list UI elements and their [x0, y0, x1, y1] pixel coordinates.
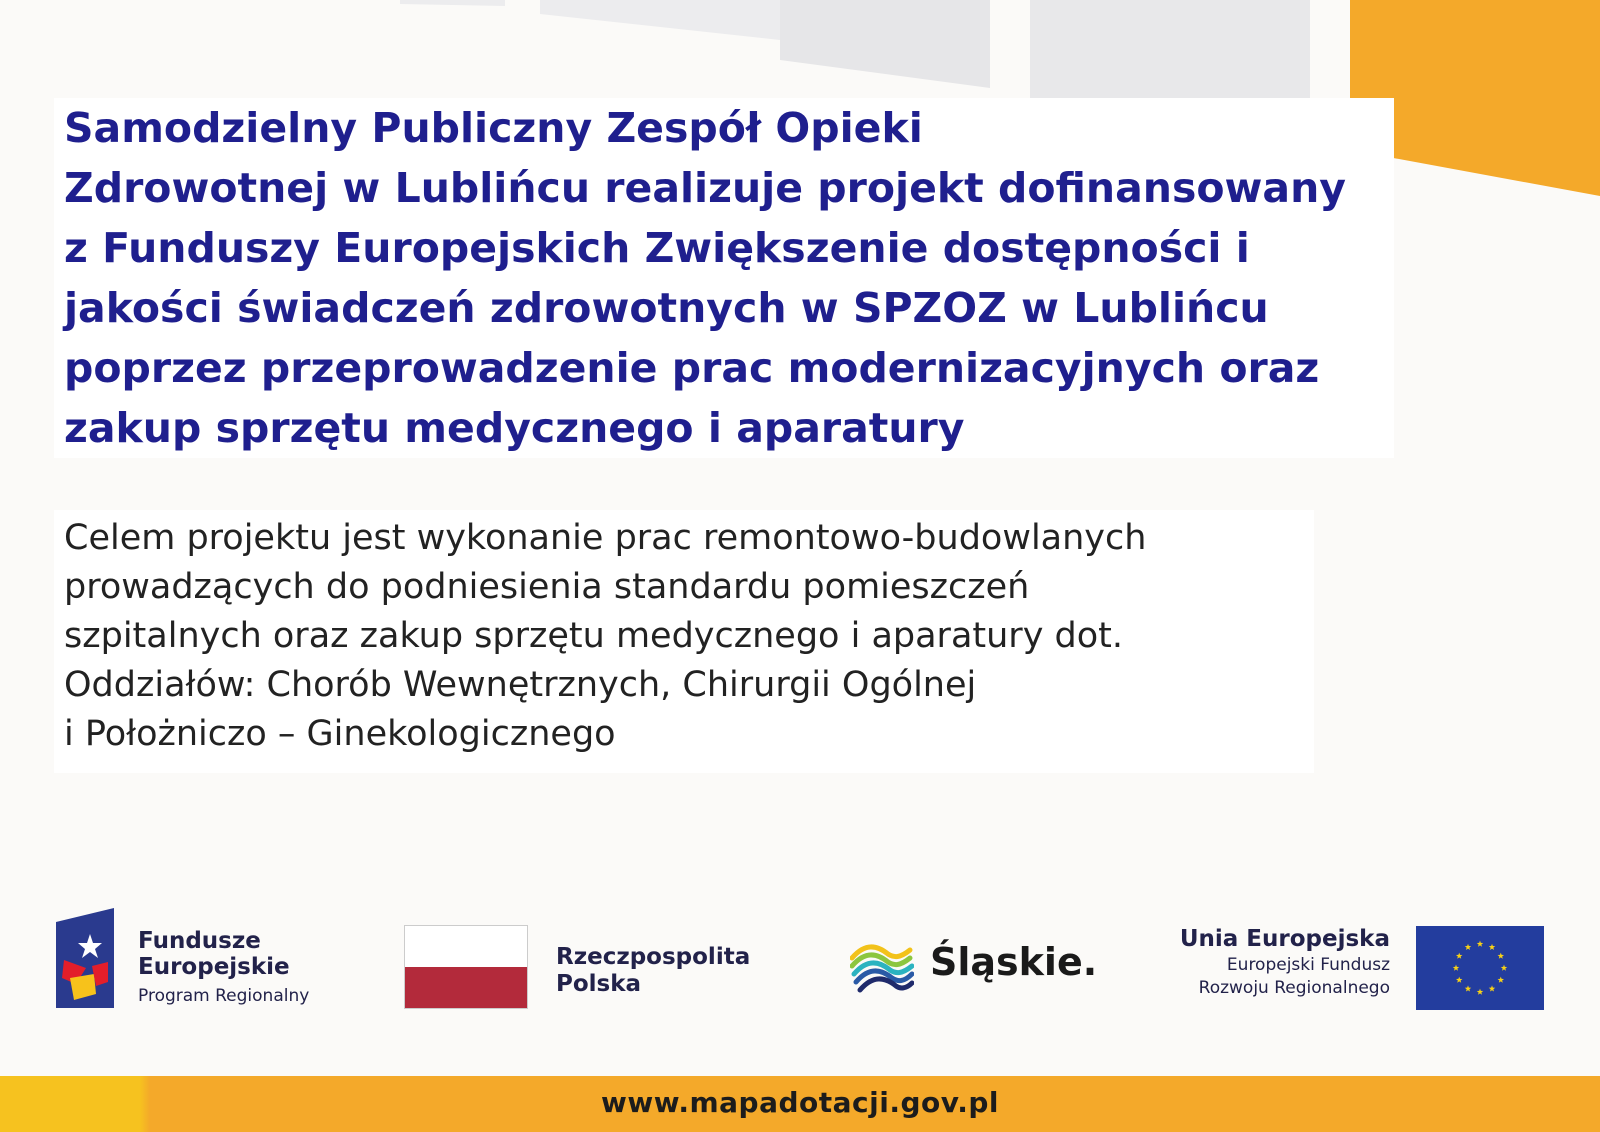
description-line: szpitalnych oraz zakup sprzętu medycznego i aparatury dot.: [64, 616, 1124, 656]
slaskie-name: Śląskie.: [930, 940, 1098, 984]
eu-star: [1453, 965, 1459, 971]
eu-star: [1456, 977, 1462, 983]
description-line: Oddziałów: Chorób Wewnętrznych, Chirurgii Ogólnej: [64, 665, 977, 705]
unia-europejska-label: [1180, 924, 1390, 1000]
eu-star: [1477, 989, 1483, 995]
fundusze-europejskie-logo: [56, 908, 336, 1008]
polish-flag-icon: [404, 925, 528, 1009]
fundusze-line1: Fundusze: [138, 928, 261, 954]
slaskie-waves-icon: [850, 936, 914, 996]
eu-star: [1489, 944, 1495, 950]
footer-bar: [0, 1076, 1600, 1132]
headline-line: Zdrowotnej w Lublińcu realizuje projekt dofinansowany: [64, 164, 1347, 212]
description-line: Celem projektu jest wykonanie prac remontowo-budowlanych: [64, 518, 1147, 558]
unia-line1: Unia Europejska: [1179, 926, 1390, 952]
headline-line: jakości świadczeń zdrowotnych w SPZOZ w Lublińcu: [64, 284, 1269, 332]
eu-star: [1456, 953, 1462, 959]
eu-star: [1501, 965, 1507, 971]
unia-line3: Rozwoju Regionalnego: [1198, 978, 1390, 998]
rzeczpospolita-polska-label: [556, 944, 750, 998]
fundusze-europejskie-icon: [56, 908, 114, 1008]
fundusze-line3: Program Regionalny: [138, 986, 310, 1006]
unia-line2: Europejski Fundusz: [1226, 955, 1390, 975]
eu-star: [1489, 985, 1495, 991]
headline-line: zakup sprzętu medycznego i aparatury: [64, 404, 965, 452]
headline-line: Samodzielny Publiczny Zespół Opieki: [64, 104, 923, 152]
headline-line: poprzez przeprowadzenie prac modernizacyjnych oraz: [64, 344, 1320, 392]
headline-line: z Funduszy Europejskich Zwiększenie dostępności i: [64, 224, 1250, 272]
eu-star: [1477, 941, 1483, 947]
rzeczpospolita-line2: Polska: [556, 971, 642, 997]
eu-star: [1465, 944, 1471, 950]
description-line: i Położniczo – Ginekologicznego: [64, 714, 616, 754]
project-headline: [54, 98, 1394, 458]
project-description: [54, 510, 1314, 773]
eu-flag-icon: [1416, 926, 1544, 1010]
eu-star: [1498, 977, 1504, 983]
eu-star: [1465, 985, 1471, 991]
rzeczpospolita-line1: Rzeczpospolita: [556, 944, 751, 970]
fundusze-line2: Europejskie: [138, 954, 290, 980]
eu-stars-icon: [1416, 926, 1544, 1010]
eu-star: [1498, 953, 1504, 959]
website-url: www.mapadotacji.gov.pl: [601, 1086, 999, 1119]
description-line: prowadzących do podniesienia standardu pomieszczeń: [64, 567, 1030, 607]
slaskie-logo: [850, 936, 1098, 996]
